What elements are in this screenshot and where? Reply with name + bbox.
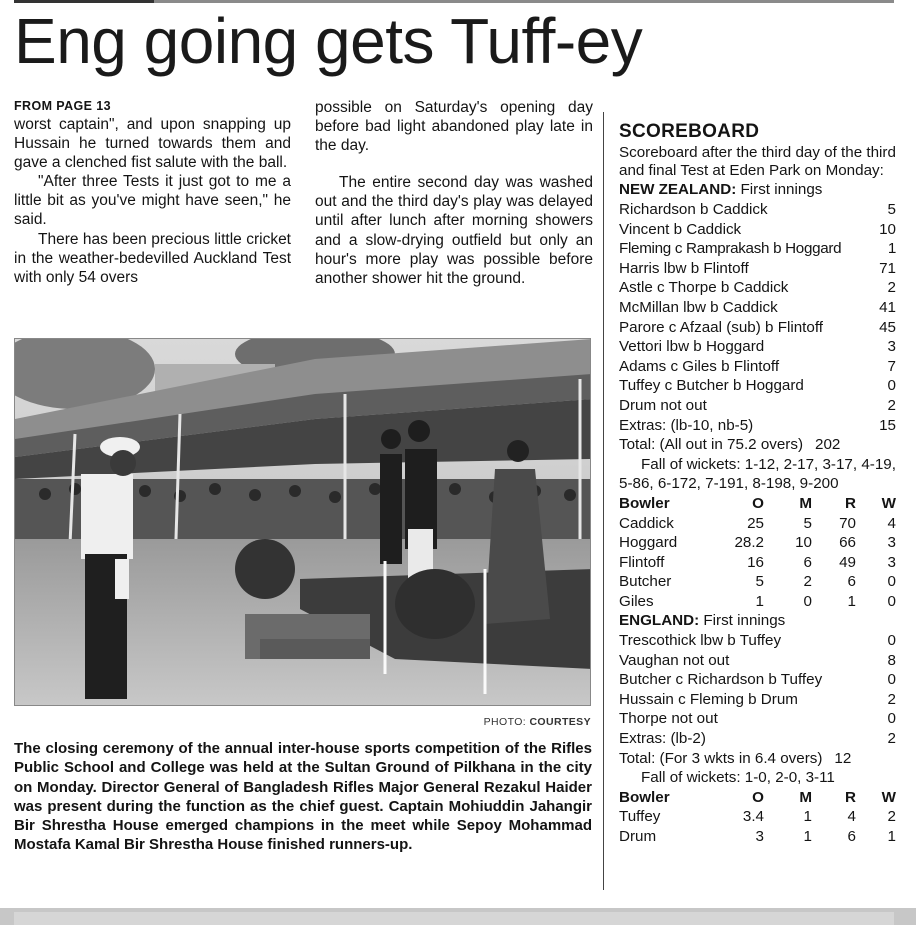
bowling-row — [619, 827, 896, 847]
bowler-maidens: 1 — [803, 808, 812, 826]
bowler-name: Butcher — [619, 573, 672, 591]
total-runs: 202 — [815, 436, 841, 454]
batsman-runs: 41 — [879, 298, 896, 316]
batsman-name: Tuffey c Butcher b Hoggard — [619, 377, 804, 395]
batting-row — [619, 220, 896, 240]
batsman-name: Parore c Afzaal (sub) b Flintoff — [619, 318, 823, 336]
article-paragraph: possible on Saturday's opening day before bad light abandoned play late in the day. — [315, 99, 593, 155]
fall-of-wickets: Fall of wickets: 1-12, 2-17, 3-17, 4-19, 5-86, 6-172, 7-191, 8-198, 9-200 — [619, 455, 896, 493]
batsman-name: Fleming c Ramprakash b Hoggard — [619, 240, 842, 258]
batting-row — [619, 670, 896, 690]
batsman-name: Hussain c Fleming b Drum — [619, 690, 798, 708]
bowler-name: Flintoff — [619, 553, 665, 571]
article-column-2 — [315, 98, 593, 288]
eng-team-name: ENGLAND: — [619, 612, 700, 630]
bowler-runs: 70 — [839, 514, 856, 532]
bowler-overs: 3.4 — [742, 808, 764, 826]
batting-row — [619, 690, 896, 710]
bowling-row — [619, 514, 896, 534]
bowler-maidens: 10 — [795, 534, 812, 552]
photo-credit-value: COURTESY — [529, 716, 591, 728]
bowling-header: O — [752, 494, 764, 512]
extras-runs: 2 — [887, 730, 896, 748]
batting-row — [619, 396, 896, 416]
headline: Eng going gets Tuff-ey — [14, 5, 643, 77]
bowler-wickets: 4 — [887, 514, 896, 532]
bowler-wickets: 3 — [887, 553, 896, 571]
bowling-row — [619, 533, 896, 553]
bowler-overs: 3 — [755, 828, 764, 845]
bowler-runs: 6 — [847, 828, 856, 845]
batsman-runs: 0 — [887, 671, 896, 689]
bowler-runs: 1 — [847, 592, 856, 610]
scoreboard-intro: Scoreboard after the third day of the third and final Test at Eden Park on Monday: — [619, 144, 896, 180]
eng-innings-label: First innings — [699, 612, 786, 630]
batsman-runs: 71 — [879, 259, 896, 277]
bowler-maidens: 6 — [803, 553, 812, 571]
batting-row — [619, 200, 896, 220]
bowler-name: Tuffey — [619, 808, 661, 826]
bowler-wickets: 1 — [887, 828, 896, 845]
eng-innings-heading — [619, 611, 896, 631]
batsman-runs: 2 — [887, 396, 896, 414]
batting-row — [619, 298, 896, 318]
batsman-name: Trescothick lbw b Tuffey — [619, 632, 782, 650]
batsman-name: Adams c Giles b Flintoff — [619, 357, 780, 375]
continuation-kicker: FROM PAGE 13 — [14, 99, 111, 113]
batting-row — [619, 709, 896, 729]
bowler-wickets: 0 — [887, 592, 896, 610]
bowling-header: Bowler — [619, 494, 670, 512]
bowler-wickets: 0 — [887, 573, 896, 591]
extras-runs: 15 — [879, 416, 896, 434]
column-divider — [603, 112, 604, 890]
bowling-header: M — [799, 788, 812, 806]
bowling-table-new-zealand — [619, 788, 896, 847]
ceremony-photo-illustration — [15, 339, 591, 706]
bowler-runs: 49 — [839, 553, 856, 571]
photo-caption: The closing ceremony of the annual inter-house sports competition of the Rifles Public School and College was held at the Sultan Ground of Pilkhana in the city on Monday. Director General of Bangladesh Rifles Major General Rezakul Haider was present during the function as the chief guest. Captain Mohiuddin Jahangir Bir Shrestha House emerged champions in the meet while Sepoy Mohammad Mostafa Kamal Bir Shrestha House finished runners-up. — [14, 740, 592, 854]
batsman-runs: 7 — [887, 357, 896, 375]
bowler-wickets: 2 — [887, 808, 896, 826]
bowling-header: M — [799, 494, 812, 512]
bowling-header: O — [752, 788, 764, 806]
bowling-header-row — [619, 788, 896, 808]
bowler-overs: 5 — [755, 573, 764, 591]
batsman-name: Vettori lbw b Hoggard — [619, 338, 765, 356]
article-paragraph: worst captain", and upon snapping up Hussain he turned towards them and gave a clenched fist salute with the ball. — [14, 116, 291, 172]
batting-row — [619, 376, 896, 396]
extras-row — [619, 416, 896, 436]
bowling-header: R — [845, 788, 856, 806]
article-paragraph: The entire second day was washed out and the third day's play was delayed until after lunch after morning showers and a slow-drying outfield but only an hour's more play was possible before another shower hit the ground. — [315, 174, 593, 287]
total-label: Total: (For 3 wkts in 6.4 overs) — [619, 749, 823, 767]
batsman-runs: 0 — [887, 710, 896, 728]
total-row — [619, 435, 896, 455]
photo-credit-label: PHOTO: — [483, 716, 527, 728]
extras-row — [619, 729, 896, 749]
bowler-maidens: 5 — [803, 514, 812, 532]
bowler-maidens: 1 — [803, 828, 812, 845]
bowler-name: Caddick — [619, 514, 674, 532]
bowler-wickets: 3 — [887, 534, 896, 552]
bottom-rule-inner — [14, 912, 894, 925]
fall-of-wickets: Fall of wickets: 1-0, 2-0, 3-11 — [641, 769, 835, 787]
article-paragraph: There has been precious little cricket in the weather-bedevilled Auckland Test with only 54 overs — [14, 230, 291, 286]
photo-credit — [400, 716, 591, 728]
batting-row — [619, 318, 896, 338]
batsman-runs: 8 — [887, 651, 896, 669]
bowler-overs: 16 — [747, 553, 764, 571]
batsman-runs: 10 — [879, 220, 896, 238]
news-photo — [14, 338, 591, 706]
bowling-row — [619, 553, 896, 573]
batsman-name: McMillan lbw b Caddick — [619, 298, 778, 316]
batsman-runs: 2 — [887, 279, 896, 297]
batsman-runs: 1 — [887, 240, 896, 258]
bowling-row — [619, 807, 896, 827]
batting-row — [619, 239, 896, 259]
total-label: Total: (All out in 75.2 overs) — [619, 436, 804, 454]
bowling-row — [619, 572, 896, 592]
bowler-overs: 25 — [747, 514, 764, 532]
batting-row — [619, 337, 896, 357]
batsman-name: Harris lbw b Flintoff — [619, 259, 749, 277]
batting-row — [619, 631, 896, 651]
bowling-header: R — [845, 494, 856, 512]
batsman-name: Vincent b Caddick — [619, 220, 742, 238]
batting-row — [619, 259, 896, 279]
bowling-header-row — [619, 494, 896, 514]
total-row — [619, 749, 896, 769]
nz-innings-heading — [619, 180, 896, 200]
batting-row — [619, 357, 896, 377]
batsman-runs: 5 — [887, 201, 896, 218]
bowler-overs: 1 — [755, 592, 764, 610]
bowler-runs: 4 — [847, 808, 856, 826]
batsman-runs: 2 — [887, 690, 896, 708]
batsman-name: Astle c Thorpe b Caddick — [619, 279, 789, 297]
total-runs: 12 — [834, 749, 852, 767]
batsman-name: Vaughan not out — [619, 651, 730, 669]
bowler-name: Giles — [619, 592, 654, 610]
bowler-name: Drum — [619, 828, 657, 845]
nz-team-name: NEW ZEALAND: — [619, 181, 737, 199]
extras-label: Extras: (lb-2) — [619, 730, 706, 748]
batsman-runs: 0 — [887, 377, 896, 395]
bowler-overs: 28.2 — [734, 534, 764, 552]
batsman-name: Richardson b Caddick — [619, 201, 768, 218]
nz-innings-label: First innings — [736, 181, 823, 199]
extras-label: Extras: (lb-10, nb-5) — [619, 416, 754, 434]
article-paragraph: "After three Tests it just got to me a little bit as you've might have seen," he said. — [14, 173, 291, 229]
bowling-header: Bowler — [619, 788, 670, 806]
batsman-name: Butcher c Richardson b Tuffey — [619, 671, 823, 689]
bowler-maidens: 2 — [803, 573, 812, 591]
bowler-name: Hoggard — [619, 534, 678, 552]
bowling-header: W — [881, 494, 896, 512]
bowling-table-england — [619, 494, 896, 612]
scoreboard — [619, 120, 896, 847]
article-column-1 — [14, 98, 291, 287]
bowler-runs: 66 — [839, 534, 856, 552]
batsman-name: Thorpe not out — [619, 710, 718, 728]
bowling-row — [619, 592, 896, 612]
batsman-name: Drum not out — [619, 396, 707, 414]
batting-row — [619, 651, 896, 671]
batsman-runs: 0 — [887, 632, 896, 650]
batsman-runs: 45 — [879, 318, 896, 336]
batting-row — [619, 278, 896, 298]
bowler-runs: 6 — [847, 573, 856, 591]
bowler-maidens: 0 — [803, 592, 812, 610]
batsman-runs: 3 — [887, 338, 896, 356]
bowling-header: W — [881, 788, 896, 806]
scoreboard-title: SCOREBOARD — [619, 121, 760, 142]
